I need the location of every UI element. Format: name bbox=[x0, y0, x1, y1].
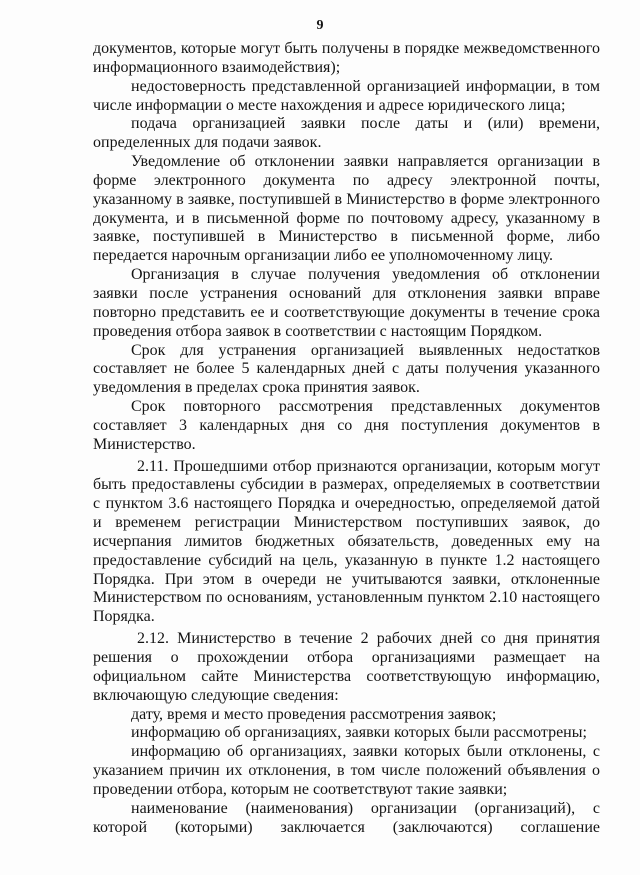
paragraph-review-deadline: Срок повторного рассмотрения представленных документов составляет 3 календарных дня со дня поступления документов в Министерство. bbox=[93, 398, 600, 453]
list-item-rejected-orgs: информацию об организациях, заявки которых были отклонены, с указанием причин их отклонения, в том числе положений объявления о проведении отбора, которым не соответствуют такие заявки; bbox=[93, 743, 600, 798]
document-body bbox=[93, 40, 600, 837]
paragraph-clause-2-12: 2.12. Министерство в течение 2 рабочих дней со дня принятия решения о прохождении отбора организациями размещает на официальном сайте Министерства соответствующую информацию, включающую следующие сведения: bbox=[93, 630, 600, 704]
paragraph-rejection-notice: Уведомление об отклонении заявки направляется организации в форме электронного документа по адресу электронной почты, указанному в заявке, поступившей в Министерство в форме электронного документа, и в письменной форме по почтовому адресу, указанному в заявке, поступившей в Министерство в письменной форме, либо передается нарочным организации либо ее уполномоченному лицу. bbox=[93, 153, 600, 265]
page-number: 9 bbox=[316, 18, 324, 33]
paragraph-continuation: документов, которые могут быть получены в порядке межведомственного информационного взаимодействия); bbox=[93, 40, 600, 76]
paragraph-clause-2-11: 2.11. Прошедшими отбор признаются организации, которым могут быть предоставлены субсидии в размерах, определяемых в соответствии с пунктом 3.6 настоящего Порядка и очередностью, определяемой датой и временем регистрации Министерством поступивших заявок, до исчерпания лимитов бюджетных обязательств, доведенных ему на предоставление субсидий на цель, указанную в пункте 1.2 настоящего Порядка. При этом в очереди не учитываются заявки, отклоненные Министерством по основаниям, установленным пунктом 2.10 настоящего Порядка. bbox=[93, 457, 600, 626]
paragraph-resubmission: Организация в случае получения уведомления об отклонении заявки после устранения оснований для отклонения заявки вправе повторно представить ее и соответствующие документы в течение срока проведения отбора заявок в соответствии с настоящим Порядком. bbox=[93, 266, 600, 340]
list-item-review-date: дату, время и место проведения рассмотрения заявок; bbox=[131, 705, 497, 723]
paragraph-unreliable-info: недостоверность представленной организацией информации, в том числе информации о месте нахождения и адресе юридического лица; bbox=[93, 77, 600, 114]
paragraph-correction-deadline: Срок для устранения организацией выявленных недостатков составляет не более 5 календарных дней с даты получения указанного уведомления в пределах срока принятия заявок. bbox=[93, 341, 600, 397]
list-item-reviewed-orgs: информацию об организациях, заявки которых были рассмотрены; bbox=[131, 724, 587, 742]
list-item-agreement-orgs: наименование (наименования) организации (организаций), с которой (которыми) заключается (заключаются) соглашение bbox=[93, 799, 600, 836]
paragraph-late-submission: подача организацией заявки после даты и (или) времени, определенных для подачи заявок. bbox=[93, 115, 600, 152]
